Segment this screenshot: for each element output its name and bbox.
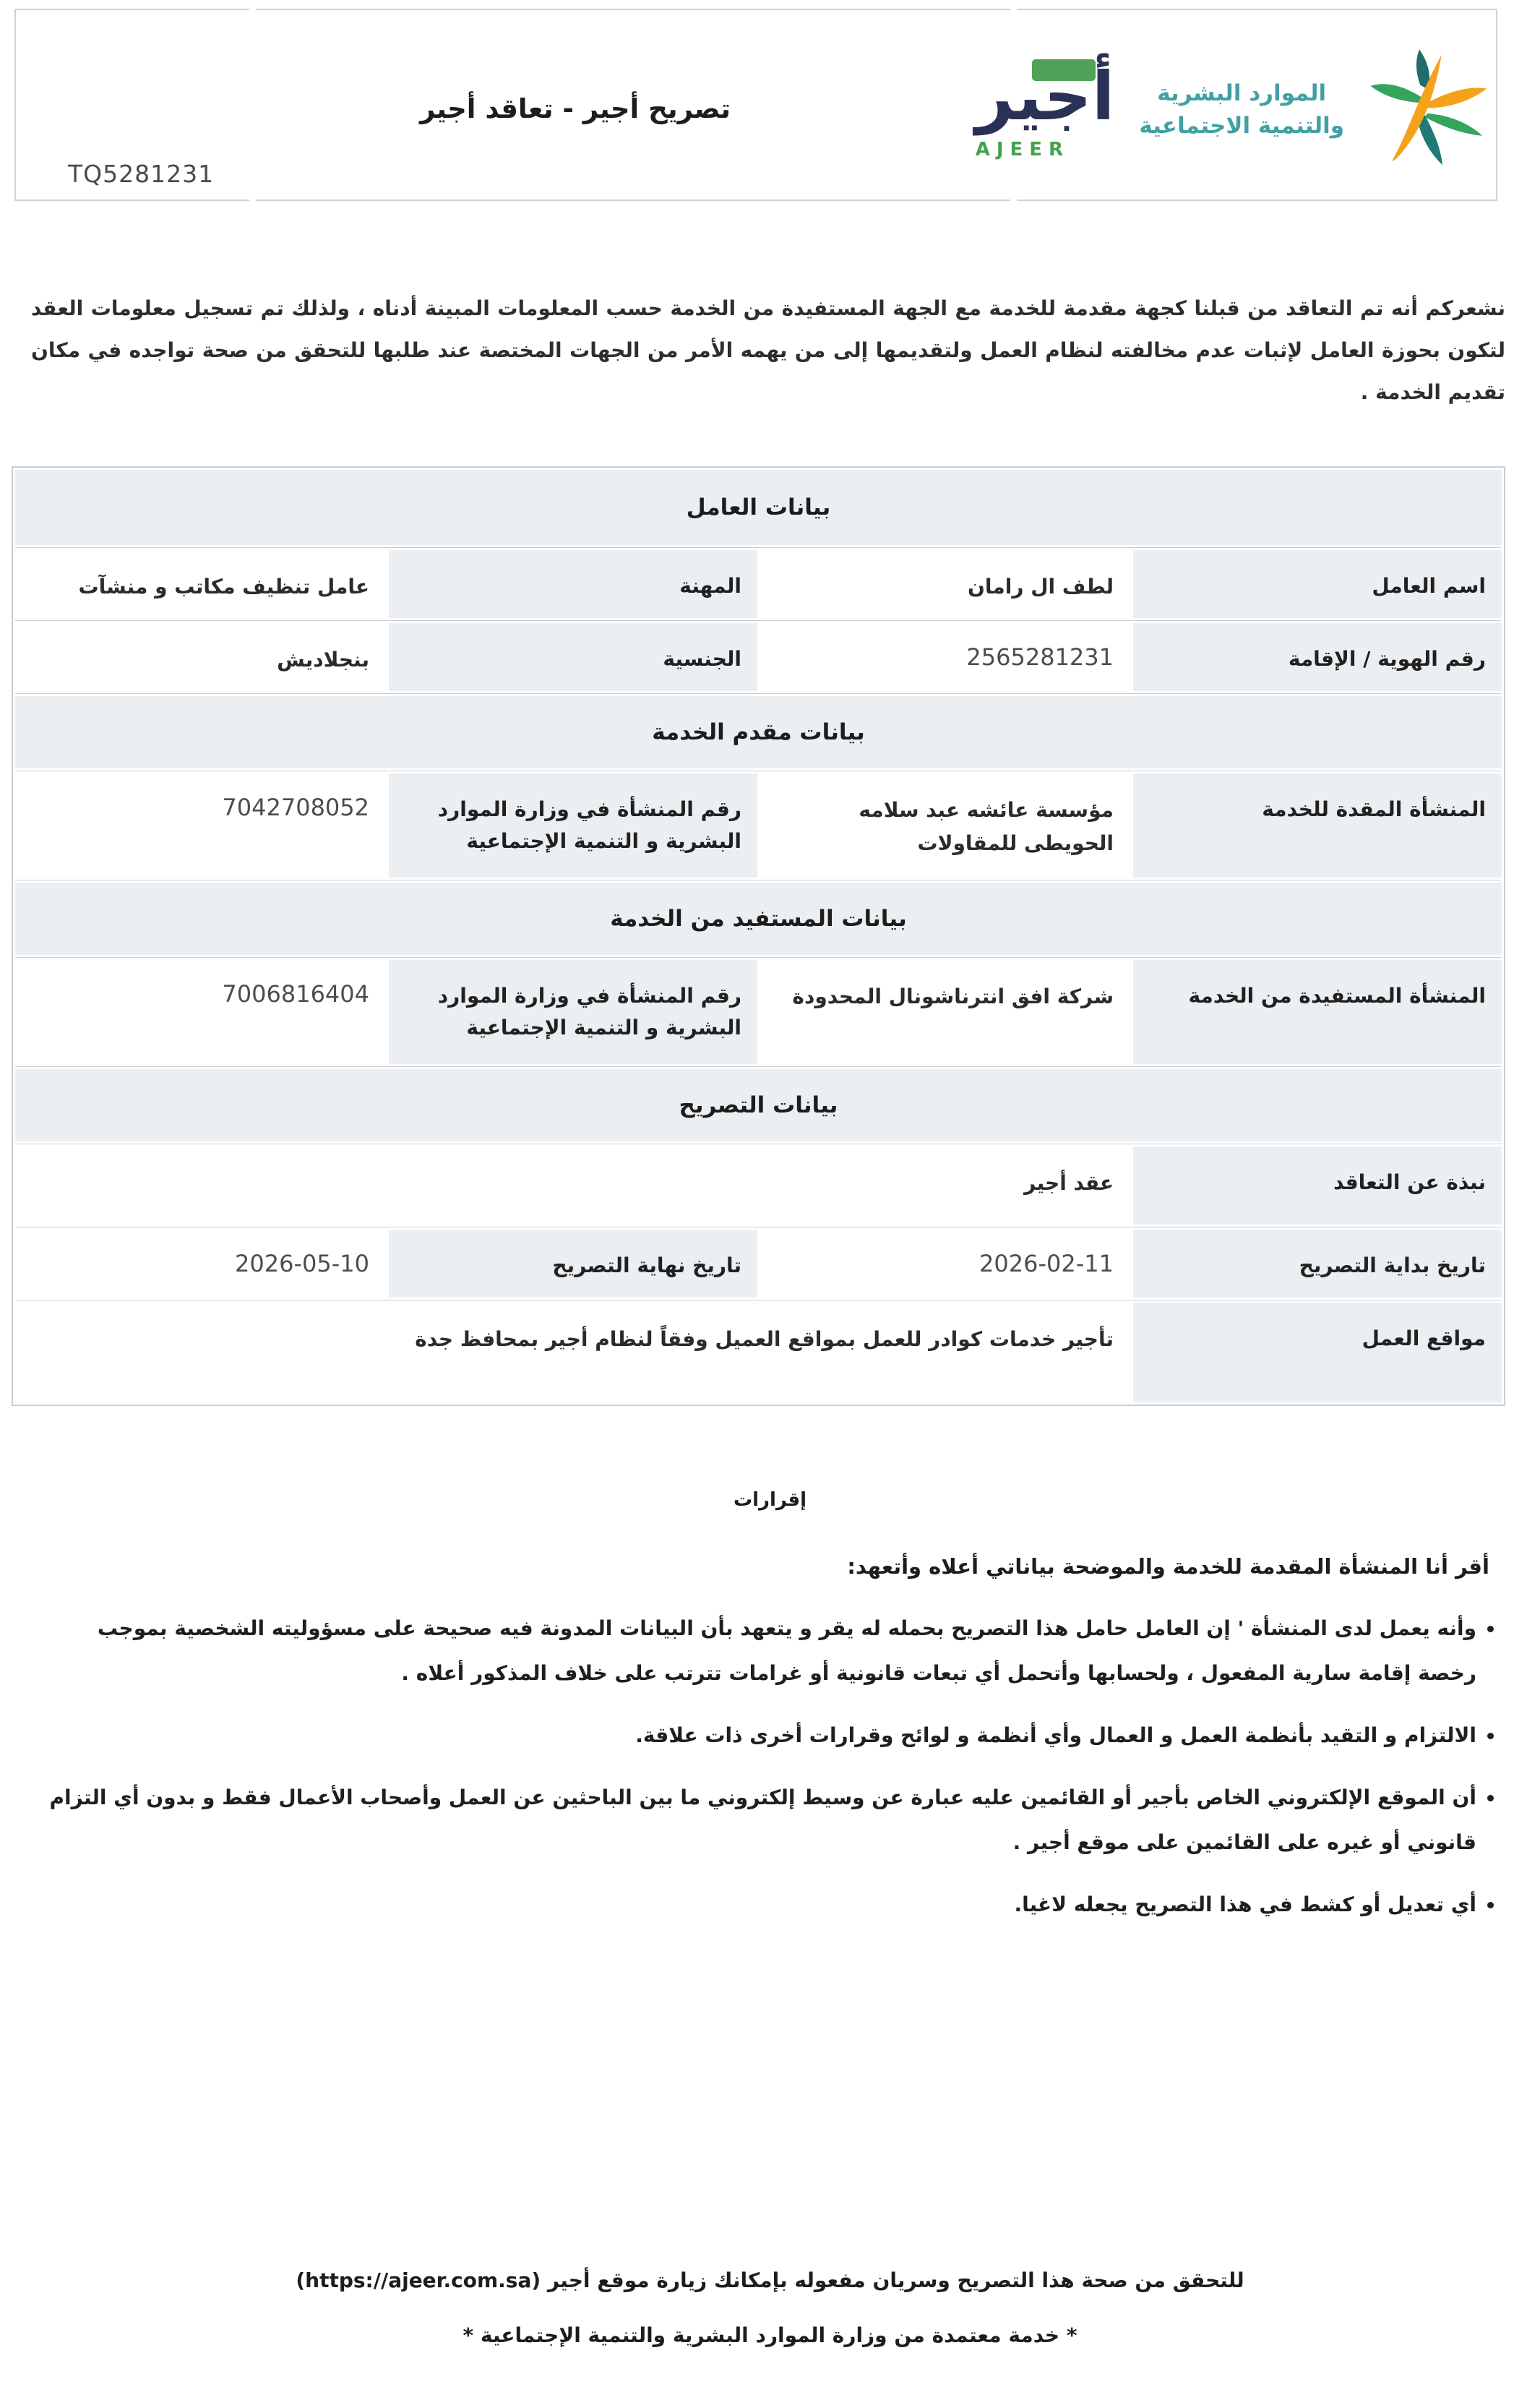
info-table [12, 466, 1505, 1406]
worker-name-value: لطف ال رامان [761, 550, 1130, 618]
nationality-value: بنجلاديش [17, 623, 385, 691]
footer-verify-line: للتحقق من صحة هذا التصريح وسريان مفعوله بإمكانك زيارة موقع أجير (https://ajeer.com.sa) [296, 2268, 1244, 2292]
nationality-label: الجنسية [389, 623, 757, 691]
declarations-title: إقرارات [733, 1489, 807, 1511]
provider-section-title: بيانات مقدم الخدمة [15, 696, 1502, 768]
table-row [15, 1144, 1502, 1225]
permit-section-title: بيانات التصريح [15, 1069, 1502, 1141]
table-row [15, 1300, 1502, 1402]
header-title-cell [256, 9, 1010, 201]
beneficiary-number-value: 7006816404 [17, 960, 385, 1064]
declarations-list [38, 1606, 1505, 1945]
provider-section-header-row [15, 693, 1502, 768]
beneficiary-section-header-row [15, 880, 1502, 955]
ajeer-caption: AJEER [975, 139, 1070, 160]
worker-section-header-row [15, 470, 1502, 545]
provider-name-value: مؤسسة عائشه عبد سلامه الحويطى للمقاولات [761, 773, 1130, 878]
worker-name-label: اسم العامل [1133, 550, 1502, 618]
id-number-value: 2565281231 [761, 623, 1130, 691]
declaration-item: • أن الموقع الإلكتروني الخاص بأجير أو القائمين عليه عبارة عن وسيط إلكتروني ما بين الباحثين عن العمل وأصحاب الأعمال فقط و بدون أي التزام قانوني أو غيره على القائمين على موقع أجير . [38, 1775, 1476, 1865]
end-date-label: تاريخ نهاية التصريح [389, 1230, 757, 1298]
beneficiary-name-value: شركة افق انترناشونال المحدودة [761, 960, 1130, 1064]
id-number-label: رقم الهوية / الإقامة [1133, 623, 1502, 691]
declaration-item: • الالتزام و التقيد بأنظمة العمل و العمال وأي أنظمة و لوائح وقرارات أخرى ذات علاقة. [38, 1713, 1476, 1758]
declarations-intro: أقر أنا المنشأة المقدمة للخدمة والموضحة بياناتي أعلاه وأتعهد: [847, 1554, 1489, 1579]
table-row [15, 957, 1502, 1064]
beneficiary-number-label: رقم المنشأة في وزارة الموارد البشرية و التنمية الإجتماعية [389, 960, 757, 1064]
worker-section-title: بيانات العامل [15, 470, 1502, 545]
start-date-label: تاريخ بداية التصريح [1133, 1230, 1502, 1298]
table-row [15, 547, 1502, 618]
work-locations-label: مواقع العمل [1133, 1303, 1502, 1402]
header-logos-cell [975, 9, 1497, 201]
permit-number: TQ5281231 [68, 160, 215, 188]
table-row [15, 1227, 1502, 1298]
table-row [15, 771, 1502, 878]
end-date-value: 2026-05-10 [17, 1230, 385, 1298]
intro-paragraph: نشعركم أنه تم التعاقد من قبلنا كجهة مقدمة للخدمة مع الجهة المستفيدة من الخدمة حسب المعلومات المبينة أدناه ، ولذلك تم تسجيل معلومات العقد لتكون بحوزة العامل لإثبات عدم مخالفته لنظام العمل ولتقديمها إلى من يهمه الأمر من الجهات المختصة عند طلبها للتحقق من صحة تواجده في مكان تقديم الخدمة . [31, 296, 1505, 404]
ajeer-wordmark: أجير [975, 58, 1115, 135]
header-left-cell [14, 9, 249, 201]
beneficiary-section-title: بيانات المستفيد من الخدمة [15, 883, 1502, 955]
permit-section-header-row [15, 1066, 1502, 1141]
ajeer-logo [976, 58, 1115, 162]
ministry-emblem-icon [1369, 46, 1493, 174]
ministry-logo-text [1139, 77, 1344, 142]
provider-name-label: المنشأة المقدة للخدمة [1133, 773, 1502, 878]
table-row [15, 620, 1502, 691]
provider-number-value: 7042708052 [17, 773, 385, 878]
start-date-value: 2026-02-11 [761, 1230, 1130, 1298]
ministry-text-line2: والتنمية الاجتماعية [1139, 113, 1344, 139]
beneficiary-name-label: المنشأة المستفيدة من الخدمة [1133, 960, 1502, 1064]
work-locations-value: تأجير خدمات كوادر للعمل بمواقع العميل وفقاً لنظام أجير بمحافظ جدة [15, 1303, 1130, 1402]
footer-accredited-line: * خدمة معتمدة من وزارة الموارد البشرية والتنمية الإجتماعية * [463, 2323, 1077, 2347]
header-box [14, 9, 1497, 201]
ministry-text-line1: الموارد البشرية [1157, 80, 1327, 106]
profession-value: عامل تنظيف مكاتب و منشآت [17, 550, 385, 618]
contract-summary-label: نبذة عن التعاقد [1133, 1146, 1502, 1225]
contract-summary-value: عقد أجير [15, 1146, 1130, 1225]
profession-label: المهنة [389, 550, 757, 618]
page-title: تصريح أجير - تعاقد أجير [419, 93, 731, 124]
provider-number-label: رقم المنشأة في وزارة الموارد البشرية و التنمية الإجتماعية [389, 773, 757, 878]
declaration-item: • وأنه يعمل لدى المنشأة ' إن العامل حامل هذا التصريح بحمله له يقر و يتعهد بأن البيانات المدونة فيه صحيحة على مسؤوليته الشخصية بموجب رخصة إقامة سارية المفعول ، ولحسابها وأتحمل أي تبعات قانونية أو غرامات تترتب على خلاف المذكور أعلاه . [38, 1606, 1476, 1696]
declaration-item: • أي تعديل أو كشط في هذا التصريح يجعله لاغيا. [38, 1882, 1476, 1927]
